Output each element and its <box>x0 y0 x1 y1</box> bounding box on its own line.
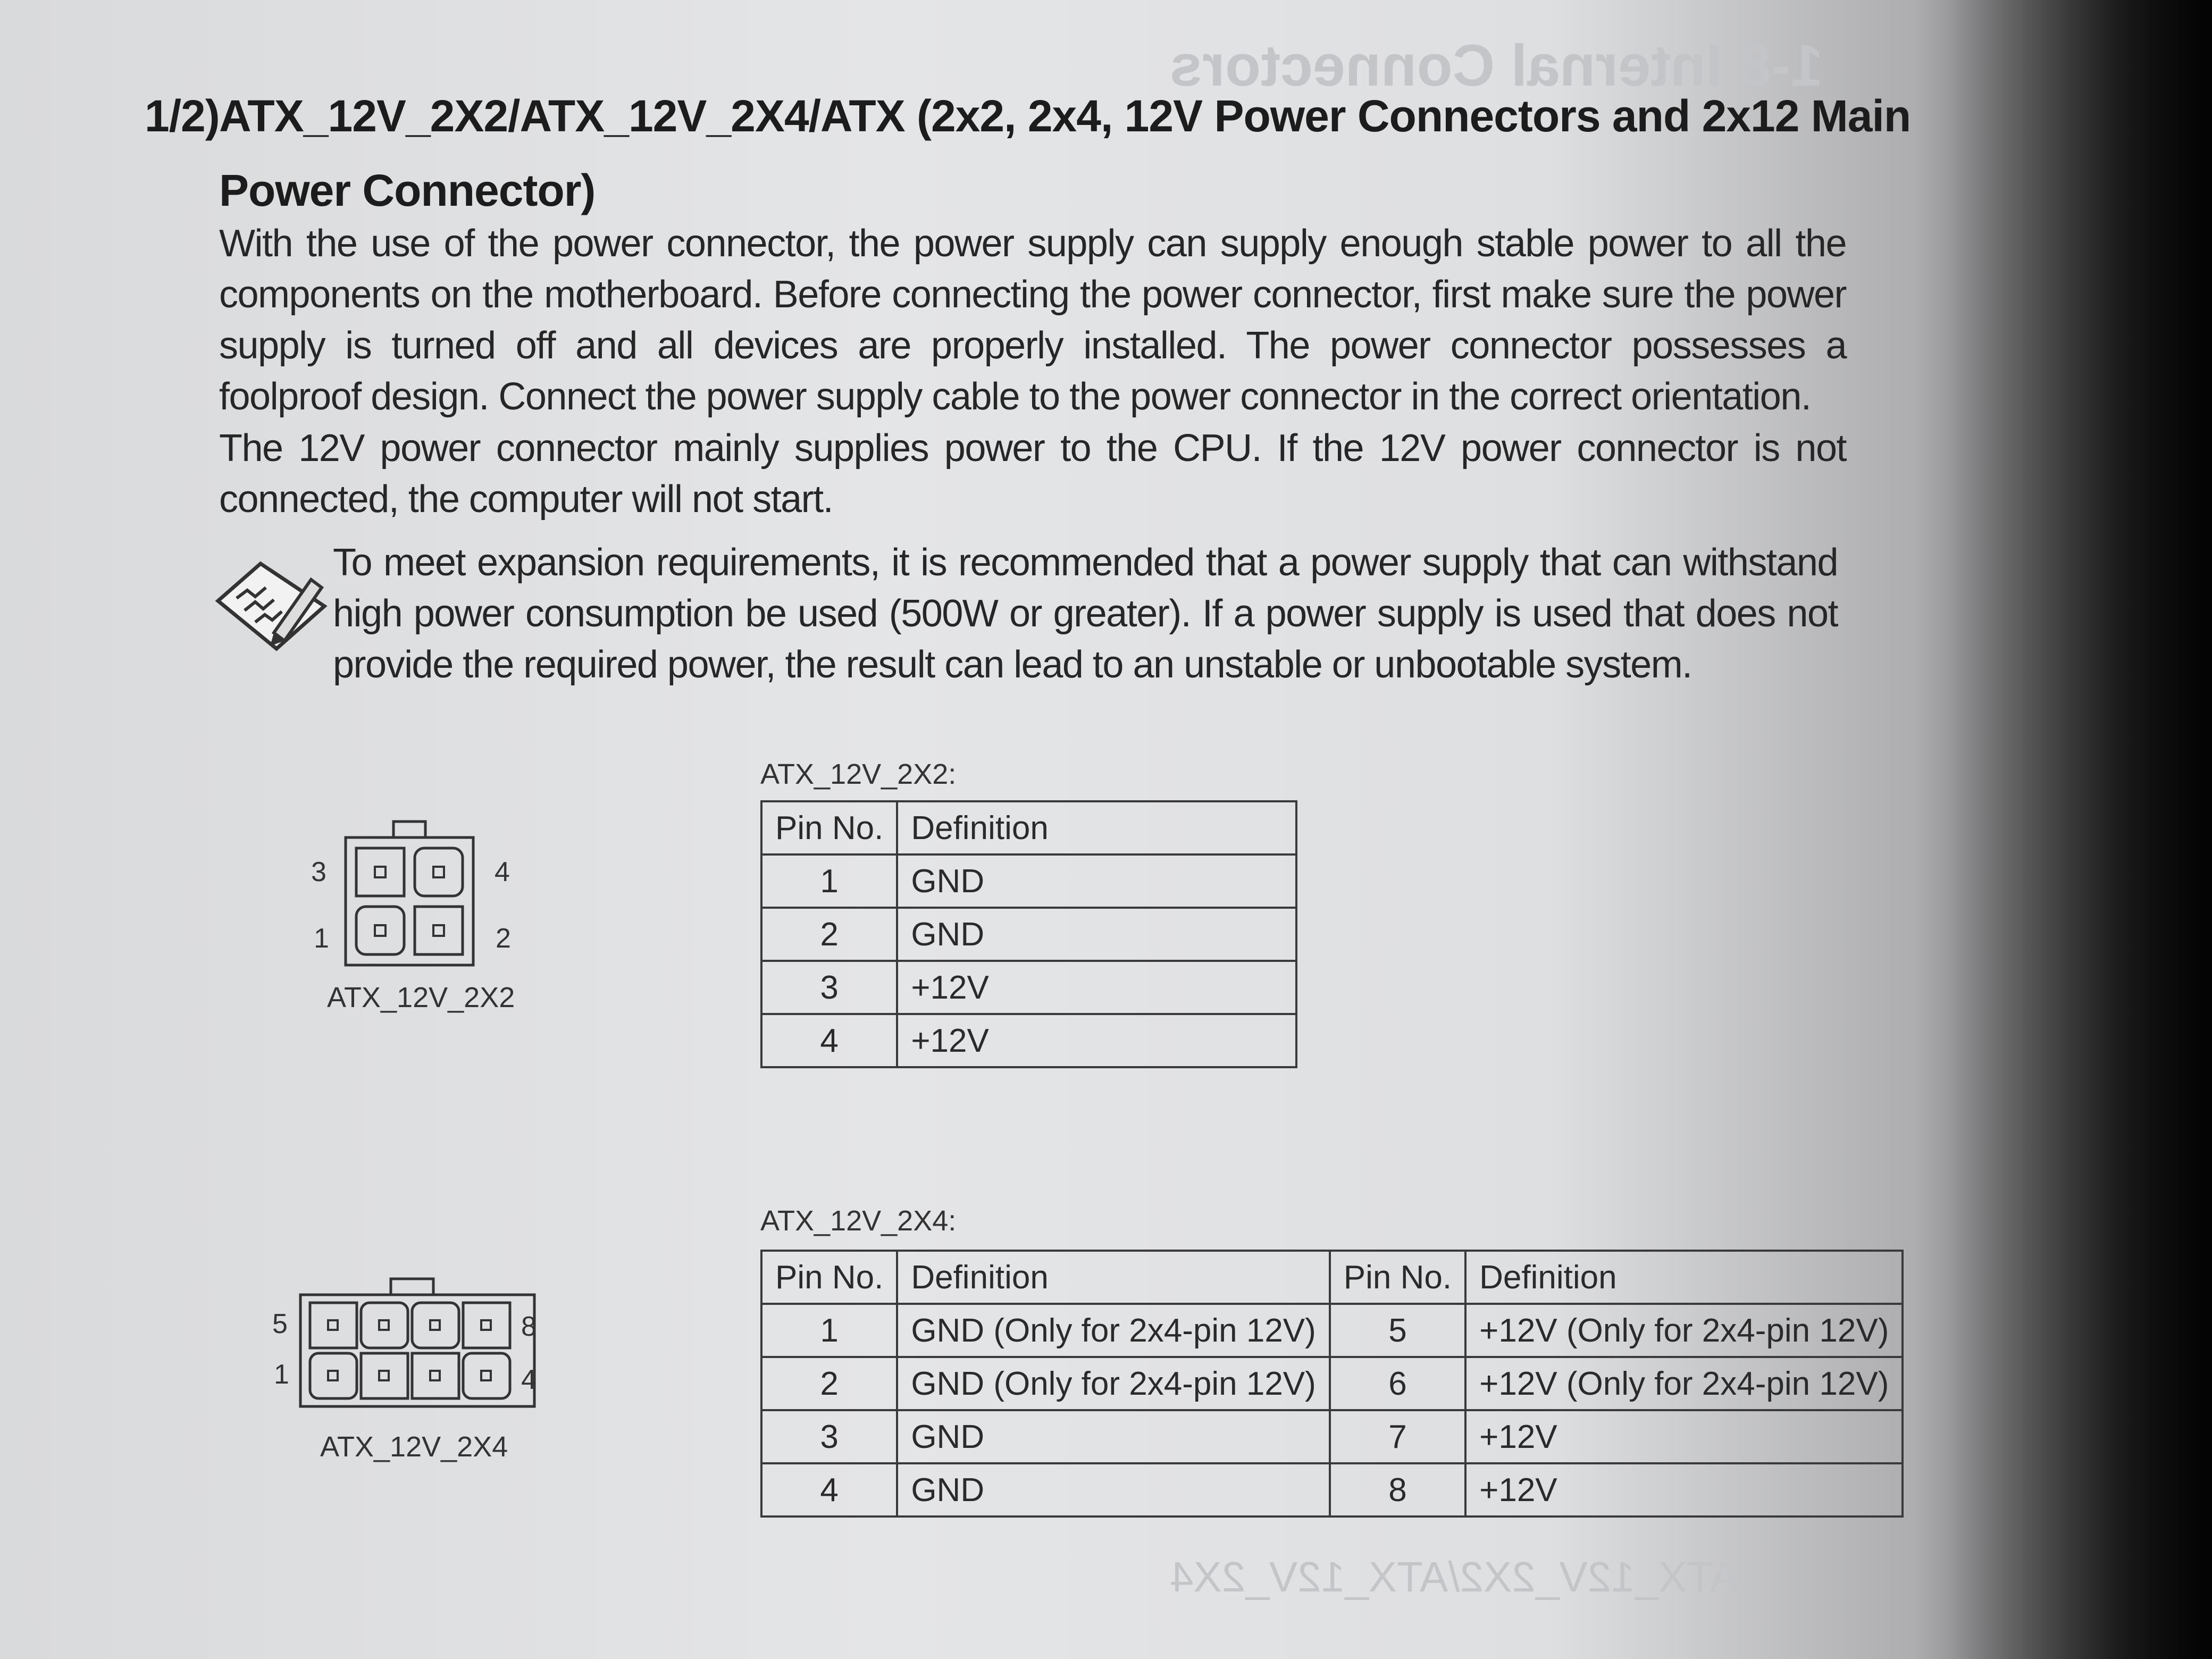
cpu-power-paragraph: The 12V power connector mainly supplies power to the CPU. If the 12V power connector is not connected, the computer will not start. <box>219 427 1846 521</box>
pin-label: 2 <box>496 923 511 954</box>
pin-number-cell: 8 <box>1330 1463 1465 1516</box>
section-title-continued: Power Connector) <box>219 165 596 215</box>
table-2x2 <box>760 800 1297 1068</box>
page-edge-shadow <box>1914 0 2212 1659</box>
pin-label: 5 <box>272 1309 288 1339</box>
definition-cell: GND <box>897 908 1296 961</box>
section-number: 1/2) <box>145 91 220 141</box>
connector-2x2-label: ATX_12V_2X2 <box>327 982 515 1013</box>
pin-label: 4 <box>495 857 510 887</box>
pin-number-cell: 4 <box>761 1463 897 1516</box>
connector-2x2-diagram <box>340 819 479 978</box>
pin-label: 8 <box>521 1311 537 1342</box>
table-row <box>761 908 1296 961</box>
note-text: To meet expansion requirements, it is recommended that a power supply that can withstand high power consumption be used (500W or greater). If a power supply is used that does not provide the required power, the result can lead to an unstable or unbootable system. <box>333 541 1838 686</box>
pin-number-cell: 5 <box>1330 1304 1465 1357</box>
pin-label: 1 <box>274 1359 289 1390</box>
table-row <box>761 1304 1903 1357</box>
definition-cell: +12V <box>897 961 1296 1014</box>
table-row <box>761 961 1296 1014</box>
pin-number-cell: 6 <box>1330 1357 1465 1410</box>
pin-label: 1 <box>314 923 329 954</box>
pin-label: 3 <box>311 857 326 887</box>
bleed-through-footer: ATX_12V_2X2/ATX_12V_2X4 <box>1170 1553 1738 1601</box>
pin-number-cell: 7 <box>1330 1410 1465 1463</box>
definition-cell: GND (Only for 2x4-pin 12V) <box>897 1304 1329 1357</box>
table-2x4 <box>760 1250 1904 1518</box>
table-row <box>761 1357 1903 1410</box>
pin-number-cell: 1 <box>761 1304 897 1357</box>
definition-cell: +12V <box>1465 1410 1903 1463</box>
connector-2x4-diagram <box>295 1276 540 1414</box>
definition-cell: +12V (Only for 2x4-pin 12V) <box>1465 1304 1903 1357</box>
pin-number-cell: 4 <box>761 1014 897 1067</box>
definition-cell: GND (Only for 2x4-pin 12V) <box>897 1357 1329 1410</box>
table-2x4-caption: ATX_12V_2X4: <box>760 1205 957 1237</box>
note-pencil-icon <box>213 548 330 659</box>
definition-cell: GND <box>897 854 1296 908</box>
table-row <box>761 1014 1296 1067</box>
pin-number-cell: 3 <box>761 1410 897 1463</box>
pin-number-cell: 2 <box>761 908 897 961</box>
pin-number-cell: 1 <box>761 854 897 908</box>
pin-label: 4 <box>521 1364 537 1395</box>
table-header-row <box>761 801 1296 854</box>
table-row <box>761 1410 1903 1463</box>
header-definition: Definition <box>897 801 1296 854</box>
intro-paragraph: With the use of the power connector, the power supply can supply enough stable power to all the components on the motherboard. Before connecting the power connector, first make sure the power supply is turned off and all devices are properly installed. The power connector possesses a foolproof design. Connect the power supply cable to the power connector in the correct orientation. <box>219 222 1846 418</box>
section-heading <box>145 90 1911 142</box>
header-pin-no: Pin No. <box>761 801 897 854</box>
pin-number-cell: 3 <box>761 961 897 1014</box>
definition-cell: GND <box>897 1410 1329 1463</box>
definition-cell: +12V <box>897 1014 1296 1067</box>
connector-2x4-label: ATX_12V_2X4 <box>320 1431 508 1463</box>
header-pin-no: Pin No. <box>1330 1251 1465 1304</box>
table-2x2-caption: ATX_12V_2X2: <box>760 758 957 790</box>
header-definition: Definition <box>1465 1251 1903 1304</box>
bleed-through-header: 1-8 Internal Connectors <box>1170 33 1823 98</box>
definition-cell: +12V <box>1465 1463 1903 1516</box>
table-header-row <box>761 1251 1903 1304</box>
header-definition: Definition <box>897 1251 1329 1304</box>
pin-number-cell: 2 <box>761 1357 897 1410</box>
definition-cell: +12V (Only for 2x4-pin 12V) <box>1465 1357 1903 1410</box>
table-row <box>761 1463 1903 1516</box>
table-row <box>761 854 1296 908</box>
header-pin-no: Pin No. <box>761 1251 897 1304</box>
section-title: ATX_12V_2X2/ATX_12V_2X4/ATX (2x2, 2x4, 12V Power Connectors and 2x12 Main <box>219 91 1911 141</box>
definition-cell: GND <box>897 1463 1329 1516</box>
